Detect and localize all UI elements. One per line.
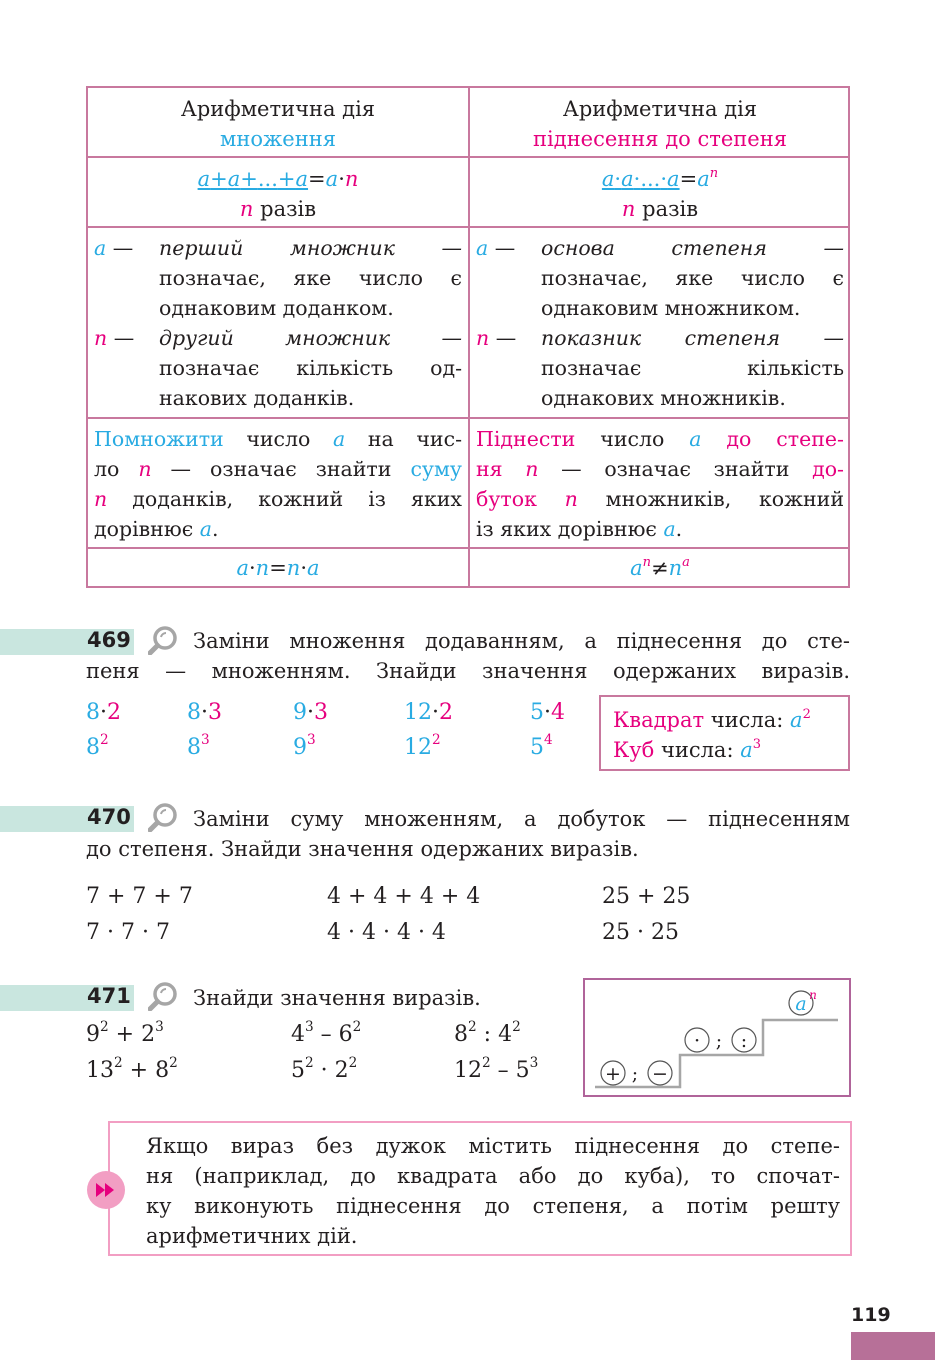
header-right-line2: піднесення до степеня: [533, 127, 787, 151]
expression: $8^2$ : $4^2$: [454, 1019, 521, 1047]
expression: 8·3: [187, 700, 222, 725]
power-exponent: n: [809, 988, 817, 1002]
stairs-diagram: [585, 980, 849, 1095]
minus-symbol: −: [652, 1063, 668, 1085]
exercise-469-text-line2: пеня — множенням. Знайди значення одержаних виразів.: [86, 659, 850, 683]
header-left-line1: Арифметична дія: [180, 97, 376, 121]
expression: 7 · 7 · 7: [86, 920, 170, 945]
power-expression: $8^2$: [86, 732, 109, 760]
expression: 4 · 4 · 4 · 4: [327, 920, 446, 945]
expression: 9·3: [293, 700, 328, 725]
exercise-number-469: 469: [87, 628, 131, 652]
square-cube-note: Квадрат числа: $a^2$ Куб числа: $a^3$: [599, 695, 850, 771]
plus-symbol: +: [605, 1063, 621, 1085]
operations-order-diagram: [583, 978, 851, 1097]
power-expression: $5^4$: [530, 732, 553, 760]
header-multiplication: [88, 88, 468, 156]
definition-multiplication: a — перший множник — позначає, яке число є однаковим доданком. n — другий множник — позначає кількість од- накових доданків.: [94, 236, 462, 410]
expression: $13^2 + 8^2$: [86, 1055, 178, 1083]
magnifier-icon: [148, 802, 178, 832]
header-left-line2: множення: [220, 127, 336, 151]
rule-text: Якщо вираз без дужок містить піднесення до степе- ня (наприклад, до квадрата або до куба), то спочат- ку виконують піднесення до степеня, а потім решту арифметичних дій.: [146, 1134, 840, 1248]
expression: 12·2: [404, 700, 453, 725]
formula-exponentiation: $a\cdot a\cdot...\cdot a=a^n$ n разів: [601, 165, 719, 221]
expression: 4 + 4 + 4 + 4: [327, 884, 481, 909]
power-expression: $8^3$: [187, 732, 210, 760]
expression: 7 + 7 + 7: [86, 884, 193, 909]
comparison-table: [86, 86, 850, 588]
expression: $9^2 + 2^3$: [86, 1019, 164, 1047]
separator: ;: [631, 1063, 639, 1085]
page-number-band: [851, 1332, 935, 1360]
noncommutative-formula: $a^n\ne n^a$: [630, 554, 690, 580]
separator: ;: [715, 1030, 723, 1052]
expression: 8·2: [86, 700, 121, 725]
exercise-470-text: Заміни суму множенням, а добуток — піднесенням: [193, 807, 850, 831]
multiply-symbol: ·: [693, 1028, 701, 1052]
exercise-number-471: 471: [87, 984, 131, 1008]
header-right-line1: Арифметична дія: [562, 97, 758, 121]
fast-forward-icon: [86, 1170, 126, 1210]
exercise-471-text: Знайди значення виразів.: [193, 986, 481, 1010]
divide-symbol: :: [740, 1030, 748, 1052]
page-number: 119: [851, 1304, 891, 1326]
definition-exponentiation: a — основа степеня — позначає, яке число є однаковим множником. n — показник степеня — позначає кількість однакових множників.: [476, 236, 844, 410]
expression: $5^2 \cdot 2^2$: [291, 1055, 358, 1083]
expression: $12^2 - 5^3$: [454, 1055, 539, 1083]
magnifier-icon: [148, 625, 178, 655]
expression: 5·4: [530, 700, 565, 725]
exercise-470-text-line2: до степеня. Знайди значення одержаних виразів.: [86, 837, 639, 861]
magnifier-icon: [148, 981, 178, 1011]
header-exponentiation: [470, 88, 850, 156]
meaning-exponentiation: Піднести число a до степе- ня n — означає знайти до- буток n множників, кожний із яких дорівнює a.: [476, 427, 844, 541]
expression: 25 · 25: [602, 920, 679, 945]
power-expression: $12^2$: [404, 732, 441, 760]
commutative-formula: a·n=n·a: [236, 556, 320, 580]
exercise-469-text: Заміни множення додаванням, а піднесення до сте-: [193, 629, 850, 653]
exercise-number-470: 470: [87, 805, 131, 829]
rule-box: [108, 1121, 852, 1256]
power-symbol: a: [795, 993, 807, 1015]
power-expression: $9^3$: [293, 732, 316, 760]
meaning-multiplication: Помножити число a на чис- ло n — означає знайти суму n доданків, кожний із яких дорівнює a.: [94, 427, 462, 541]
expression: 25 + 25: [602, 884, 691, 909]
expression: $4^3 - 6^2$: [291, 1019, 362, 1047]
formula-multiplication: a+a+...+a=a·n n разів: [197, 167, 359, 221]
